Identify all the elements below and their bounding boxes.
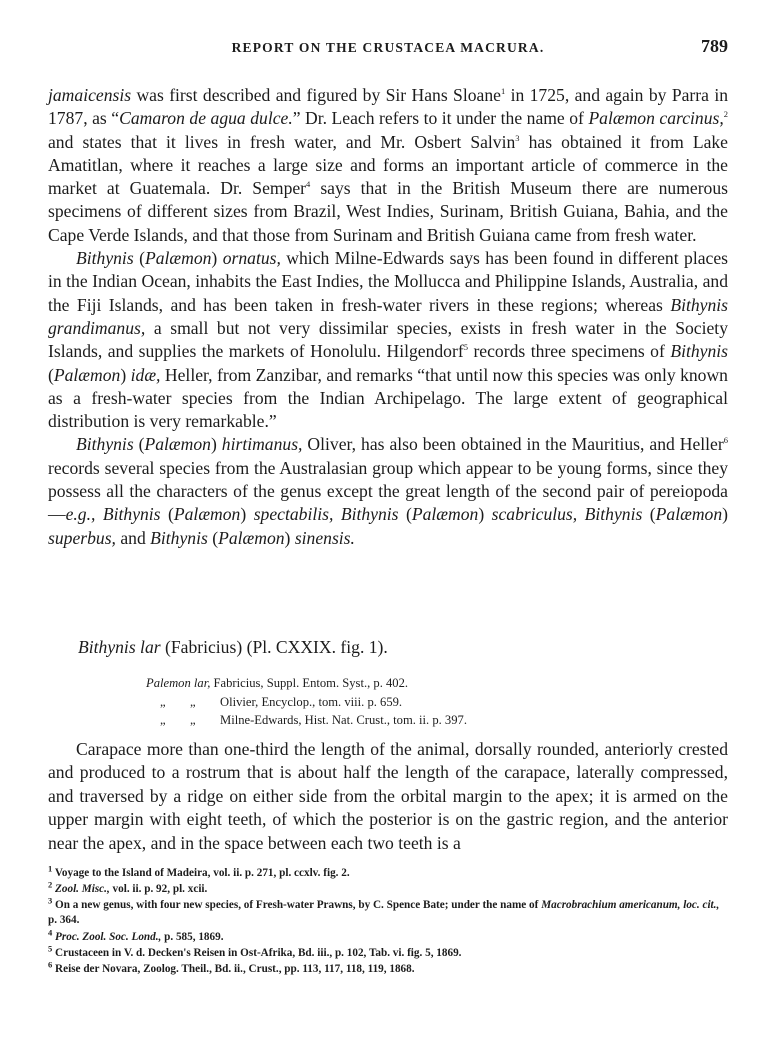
footnote-ref: 2 <box>723 109 728 120</box>
page-number: 789 <box>701 36 728 56</box>
footnote-4: $^4$ Proc. Zool. Soc. Lond., p. 585, 1869. <box>48 927 224 943</box>
main-text <box>48 84 728 550</box>
paragraph-3: Bithynis (Palæmon) hirtimanus, Oliver, has also been obtained in the Mauritius, and Heller$^6$ records several species from the Australasian group which appear to be young forms, since they possess all the characters of the genus except the great length of the second pair of pereiopoda—e.g., Bithynis (Palæmon) spectabilis, Bithynis (Palæmon) scabriculus, Bithynis (Palæmon) superbus, and Bithynis (Palæmon) sinensis. <box>48 434 728 548</box>
species-heading: Bithynis lar (Fabricius) (Pl. CXXIX. fig. 1). <box>78 637 388 657</box>
synonymy-line: Palemon lar, Fabricius, Suppl. Entom. Syst., p. 402. <box>146 676 409 690</box>
synonymy-line: „ „ Milne-Edwards, Hist. Nat. Crust., tom. ii. p. 397. <box>160 713 467 727</box>
footnote-5: $^5$ Crustaceen in V. d. Decken's Reisen in Ost-Afrika, Bd. iii., p. 102, Tab. vi. fig. 5, 1869. <box>48 943 462 959</box>
page-header <box>48 36 728 62</box>
footnote-3: $^3$ On a new genus, with four new species, of Fresh-water Prawns, by C. Spence Bate; under the name of Macrobrachium americanum, loc. cit., p. 364. <box>48 895 720 926</box>
running-title: REPORT ON THE CRUSTACEA MACRURA. <box>231 40 545 55</box>
footnote-ref: 4 <box>306 179 311 190</box>
footnote-ref: 1 <box>500 86 506 97</box>
footnote-ref: 5 <box>463 342 468 353</box>
footnote-2: $^2$ Zool. Misc., vol. ii. p. 92, pl. xcii. <box>48 879 208 895</box>
synonymy-line: „ „ Olivier, Encyclop., tom. viii. p. 659. <box>160 695 403 709</box>
paragraph-1: jamaicensis was first described and figured by Sir Hans Sloane$^1$ in 1725, and again by Parra in 1787, as “Camaron de agua dulce.” Dr. Leach refers to it under the name of Palæmon carcinus,$^2$ and states that it lives in fresh water, and Mr. Osbert Salvin$^3$ has obtained it from Lake Amatitlan, where it reaches a large size and forms an important article of commerce in the market at Guatemala. Dr. Semper$^4$ says that in the British Museum there are numerous specimens of different sizes from Brazil, West Indies, Surinam, British Guiana, Bahia, and the Cape Verde Islands, and that those from Surinam and British Guiana came from fresh water. <box>48 85 729 245</box>
description-paragraph: Carapace more than one-third the length of the animal, dorsally rounded, anteriorly crested and produced to a rostrum that is about half the length of the carapace, laterally compressed, and traversed by a ridge on either side from the orbital margin to the apex; it is armed on the upper margin with eight teeth, of which the posterior is on the gastric region, and the anterior near the apex, and in the space between each two teeth is a <box>48 739 728 853</box>
footnote-ref: 3 <box>515 132 520 143</box>
footnote-ref: 6 <box>723 435 728 446</box>
footnote-6: $^6$ Reise der Novara, Zoolog. Theil., Bd. ii., Crust., pp. 113, 117, 118, 119, 1868. <box>48 959 415 975</box>
paragraph-2: Bithynis (Palæmon) ornatus, which Milne-Edwards says has been found in different places in the Indian Ocean, inhabits the East Indies, the Mollucca and Philippine Islands, Australia, and the Fiji Islands, and has been taken in fresh-water rivers in these regions; whereas Bithynis grandimanus, a small but not very dissimilar species, exists in fresh water in the Society Islands, and supplies the markets of Honolulu. Hilgendorf$^5$ records three specimens of Bithynis (Palæmon) idæ, Heller, from Zanzibar, and remarks “that until now this species was only known as a fresh-water species from the Indian Archipelago. The large extent of geographical distribution is very remarkable.” <box>48 248 728 432</box>
footnote-1: $^1$ Voyage to the Island of Madeira, vol. ii. p. 271, pl. ccxlv. fig. 2. <box>48 863 350 879</box>
